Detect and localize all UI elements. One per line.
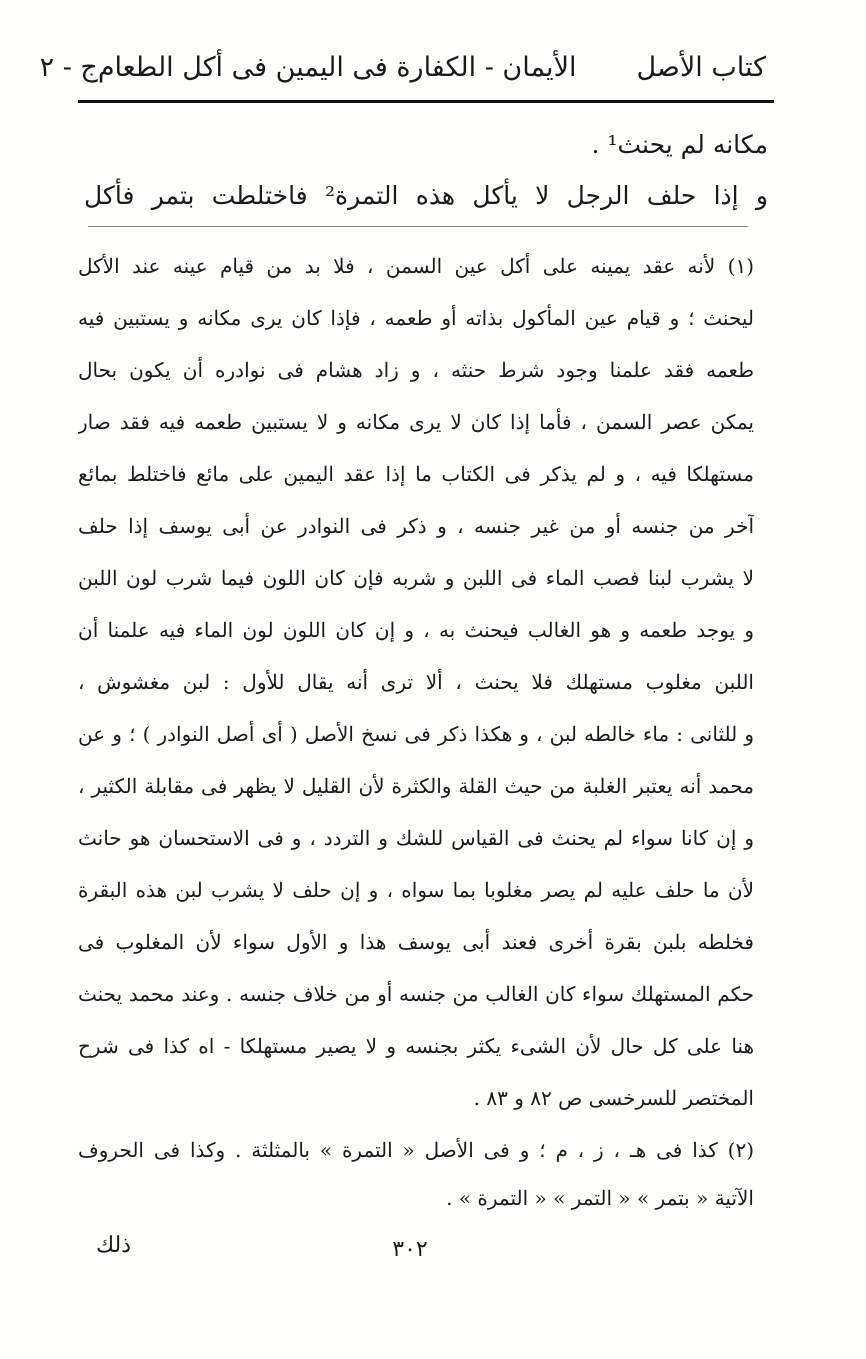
footnote-line: ليحنث ؛ و قيام عين المأكول بذاته أو طعمه ، فإذا كان يرى مكانه و يستبين فيه: [78, 306, 754, 330]
footnote-line: آخر من جنسه أو من غير جنسه ، و ذكر فى النوادر عن أبى يوسف إذا حلف: [78, 514, 754, 538]
chapter-title: الأيمان - الكفارة فى اليمين فى أكل الطعام: [97, 52, 577, 83]
footnote-line: الآتية « بتمر » « التمر » « التمرة » .: [446, 1186, 754, 1210]
footnote-line: لأن ما حلف عليه لم يصر مغلوبا بما سواه ، و إن حلف لا يشرب لبن هذه البقرة: [78, 878, 754, 902]
footnote-line: لا يشرب لبنا فصب الماء فى اللبن و شربه فإن كان اللون فيما شرب لون اللبن: [78, 566, 754, 590]
footnote-line: و إن كانا سواء لم يحنث فى القياس للشك و التردد ، و فى الاستحسان هو حانث: [78, 826, 754, 850]
footnote-line: محمد أنه يعتبر الغلبة من حيث القلة والكثرة لأن القليل لا يظهر فى مقابلة الكثير ،: [78, 774, 754, 798]
footnote-line: يمكن عصر السمن ، فأما إذا كان لا يرى مكانه و لا يستبين طعمه فيه فقد صار: [78, 410, 754, 434]
footnote-line: مستهلكا فيه ، و لم يذكر فى الكتاب ما إذا عقد اليمين على مائع فاختلط بمائع: [78, 462, 754, 486]
footnote-separator: [88, 226, 748, 227]
footnote-line: اللبن مغلوب مستهلك فلا يحنث ، ألا ترى أنه يقال للأول : لبن مغشوش ،: [78, 670, 754, 694]
footnote-line: هنا على كل حال لأن الشىء يكثر بجنسه و لا يصير مستهلكا - اه كذا فى شرح: [78, 1034, 754, 1058]
footnote-line: و يوجد طعمه و هو الغالب فيحنث به ، و إن كان اللون لون الماء فيه علمنا أن: [78, 618, 754, 642]
footnote-line: (٢) كذا فى هـ ، ز ، م ؛ و فى الأصل « التمرة » بالمثلثة . وكذا فى الحروف: [78, 1138, 754, 1162]
page-number: ٣٠٢: [392, 1237, 428, 1262]
body-line: و إذا حلف الرجل لا يأكل هذه التمرة² فاختلطت بتمر فأكل: [84, 181, 768, 210]
catchword: ذلك: [96, 1233, 132, 1258]
footnote-line: (١) لأنه عقد يمينه على أكل عين السمن ، فلا بد من قيام عينه عند الأكل: [78, 254, 754, 278]
header-rule: [78, 100, 774, 103]
body-line: مكانه لم يحنث¹ .: [591, 130, 768, 159]
footnote-line: و للثانى : ماء خالطه لبن ، و هكذا ذكر فى نسخ الأصل ( أى أصل النوادر ) ؛ و عن: [78, 722, 754, 746]
footnote-line: طعمه فقد علمنا وجود شرط حنثه ، و زاد هشام فى نوادره أن يكون بحال: [78, 358, 754, 382]
footnote-line: المختصر للسرخسى ص ٨٢ و ٨٣ .: [473, 1086, 754, 1110]
footnote-line: حكم المستهلك سواء كان الغالب من جنسه أو من خلاف جنسه . وعند محمد يحنث: [78, 982, 754, 1006]
running-header: [39, 46, 766, 90]
footnote-line: فخلطه بلبن بقرة أخرى فعند أبى يوسف هذا و الأول سواء لأن المغلوب فى: [78, 930, 754, 954]
volume-number: ج - ٢: [39, 52, 98, 83]
book-title: كتاب الأصل: [636, 52, 766, 83]
